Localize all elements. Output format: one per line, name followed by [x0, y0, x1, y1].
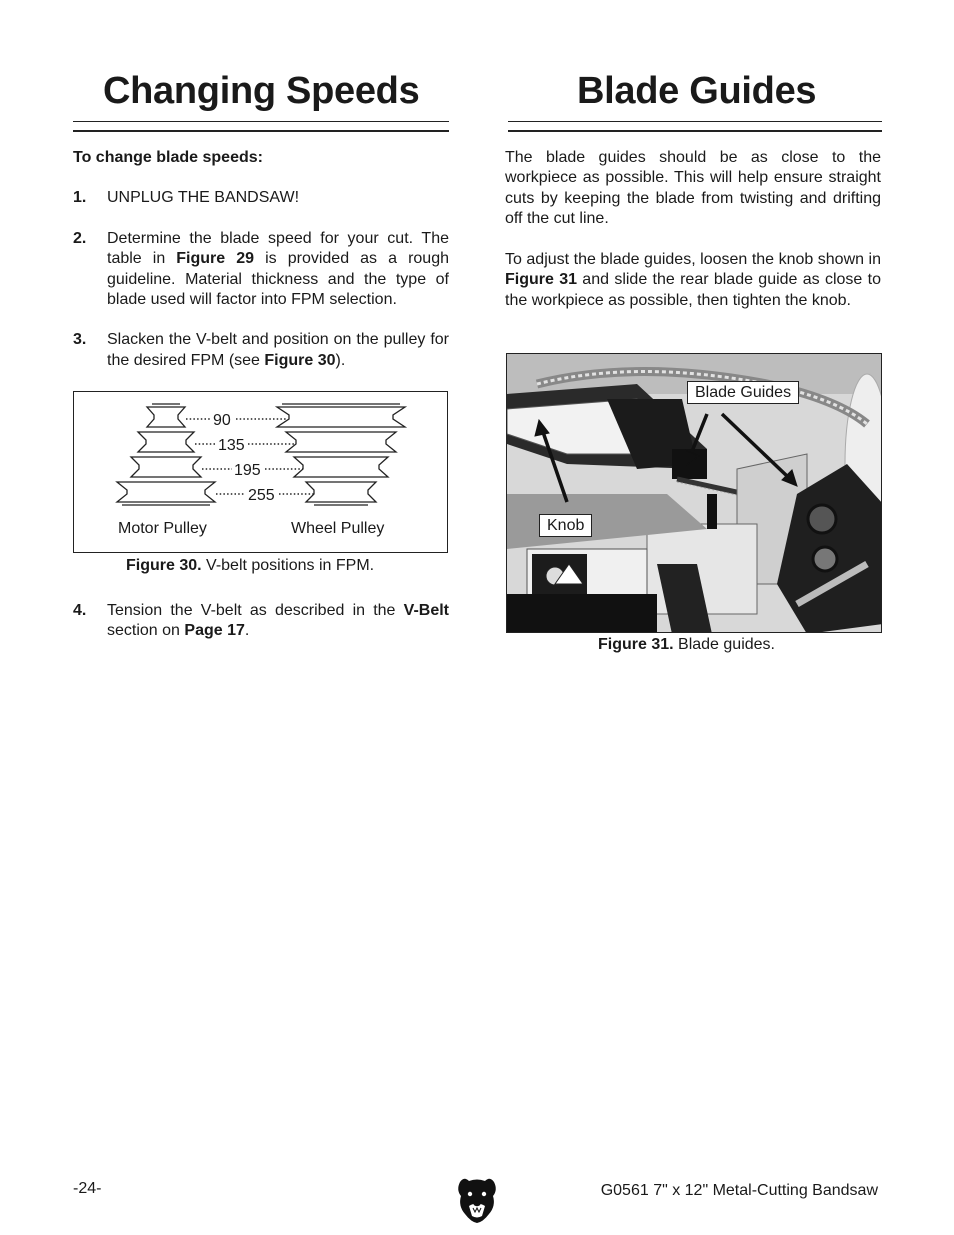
bear-head-icon	[456, 1176, 498, 1224]
pulley-diagram	[74, 392, 446, 551]
left-column-continued	[73, 601, 449, 642]
page-reference: Page 17	[184, 622, 245, 640]
figure-reference: Figure 29	[176, 250, 255, 268]
heading-rule-bottom	[73, 130, 449, 132]
speed-label-90: 90	[213, 412, 231, 429]
speed-label-255: 255	[248, 487, 275, 504]
callout-blade-guides: Blade Guides	[687, 381, 799, 404]
page-number: -24-	[73, 1180, 102, 1197]
figure-reference: Figure 31	[505, 271, 577, 289]
figure-reference: Figure 30	[264, 351, 336, 369]
left-heading: Changing Speeds	[103, 70, 420, 112]
paragraph-1: The blade guides should be as close to the workpiece as possible. This will help ensure straight cuts by keeping the blade from twisting and drifting off the cut line.	[505, 149, 881, 228]
step-number: 1.	[73, 189, 87, 207]
figure-31-photo	[506, 353, 882, 633]
step-number: 3.	[73, 331, 87, 349]
wheel-pulley-icon	[277, 404, 405, 505]
speed-label-135: 135	[218, 437, 245, 454]
step-text: Tension the V-belt as described in the V-Belt section on Page 17.	[107, 602, 449, 640]
step-3	[73, 330, 449, 371]
footer-model: G0561 7" x 12" Metal-Cutting Bandsaw	[600, 1182, 878, 1199]
step-number: 4.	[73, 602, 87, 619]
step-4	[73, 601, 449, 642]
step-text: UNPLUG THE BANDSAW!	[107, 189, 300, 207]
step-number: 2.	[73, 229, 87, 247]
step-text: Slacken the V-belt and position on the pulley for the desired FPM (see Figure 30).	[107, 331, 449, 369]
heading-rule-bottom	[508, 130, 882, 132]
step-1	[73, 188, 449, 208]
section-reference: V-Belt	[403, 602, 449, 619]
right-heading: Blade Guides	[577, 70, 817, 112]
heading-rule-top	[73, 121, 449, 122]
left-column	[73, 148, 449, 371]
subheading: To change blade speeds:	[73, 149, 263, 166]
heading-rule-top	[508, 121, 882, 122]
step-2	[73, 229, 449, 311]
motor-pulley-label: Motor Pulley	[118, 520, 207, 537]
right-column	[505, 148, 881, 311]
figure-31-caption: Figure 31. Blade guides.	[598, 636, 775, 653]
figure-30-caption: Figure 30. V-belt positions in FPM.	[126, 557, 375, 574]
motor-pulley-icon	[117, 404, 215, 505]
wheel-pulley-label: Wheel Pulley	[291, 520, 385, 537]
speed-label-195: 195	[234, 462, 261, 479]
callout-knob: Knob	[539, 514, 592, 537]
step-text: Determine the blade speed for your cut. The table in Figure 29 is provided as a rough guideline. Material thickness and the type of blade used will factor into FPM selection.	[107, 229, 449, 309]
figure-30-diagram	[73, 391, 448, 553]
paragraph-2: To adjust the blade guides, loosen the knob shown in Figure 31 and slide the rear blade guide as close to the workpiece as possible, then tighten the knob.	[505, 251, 881, 309]
